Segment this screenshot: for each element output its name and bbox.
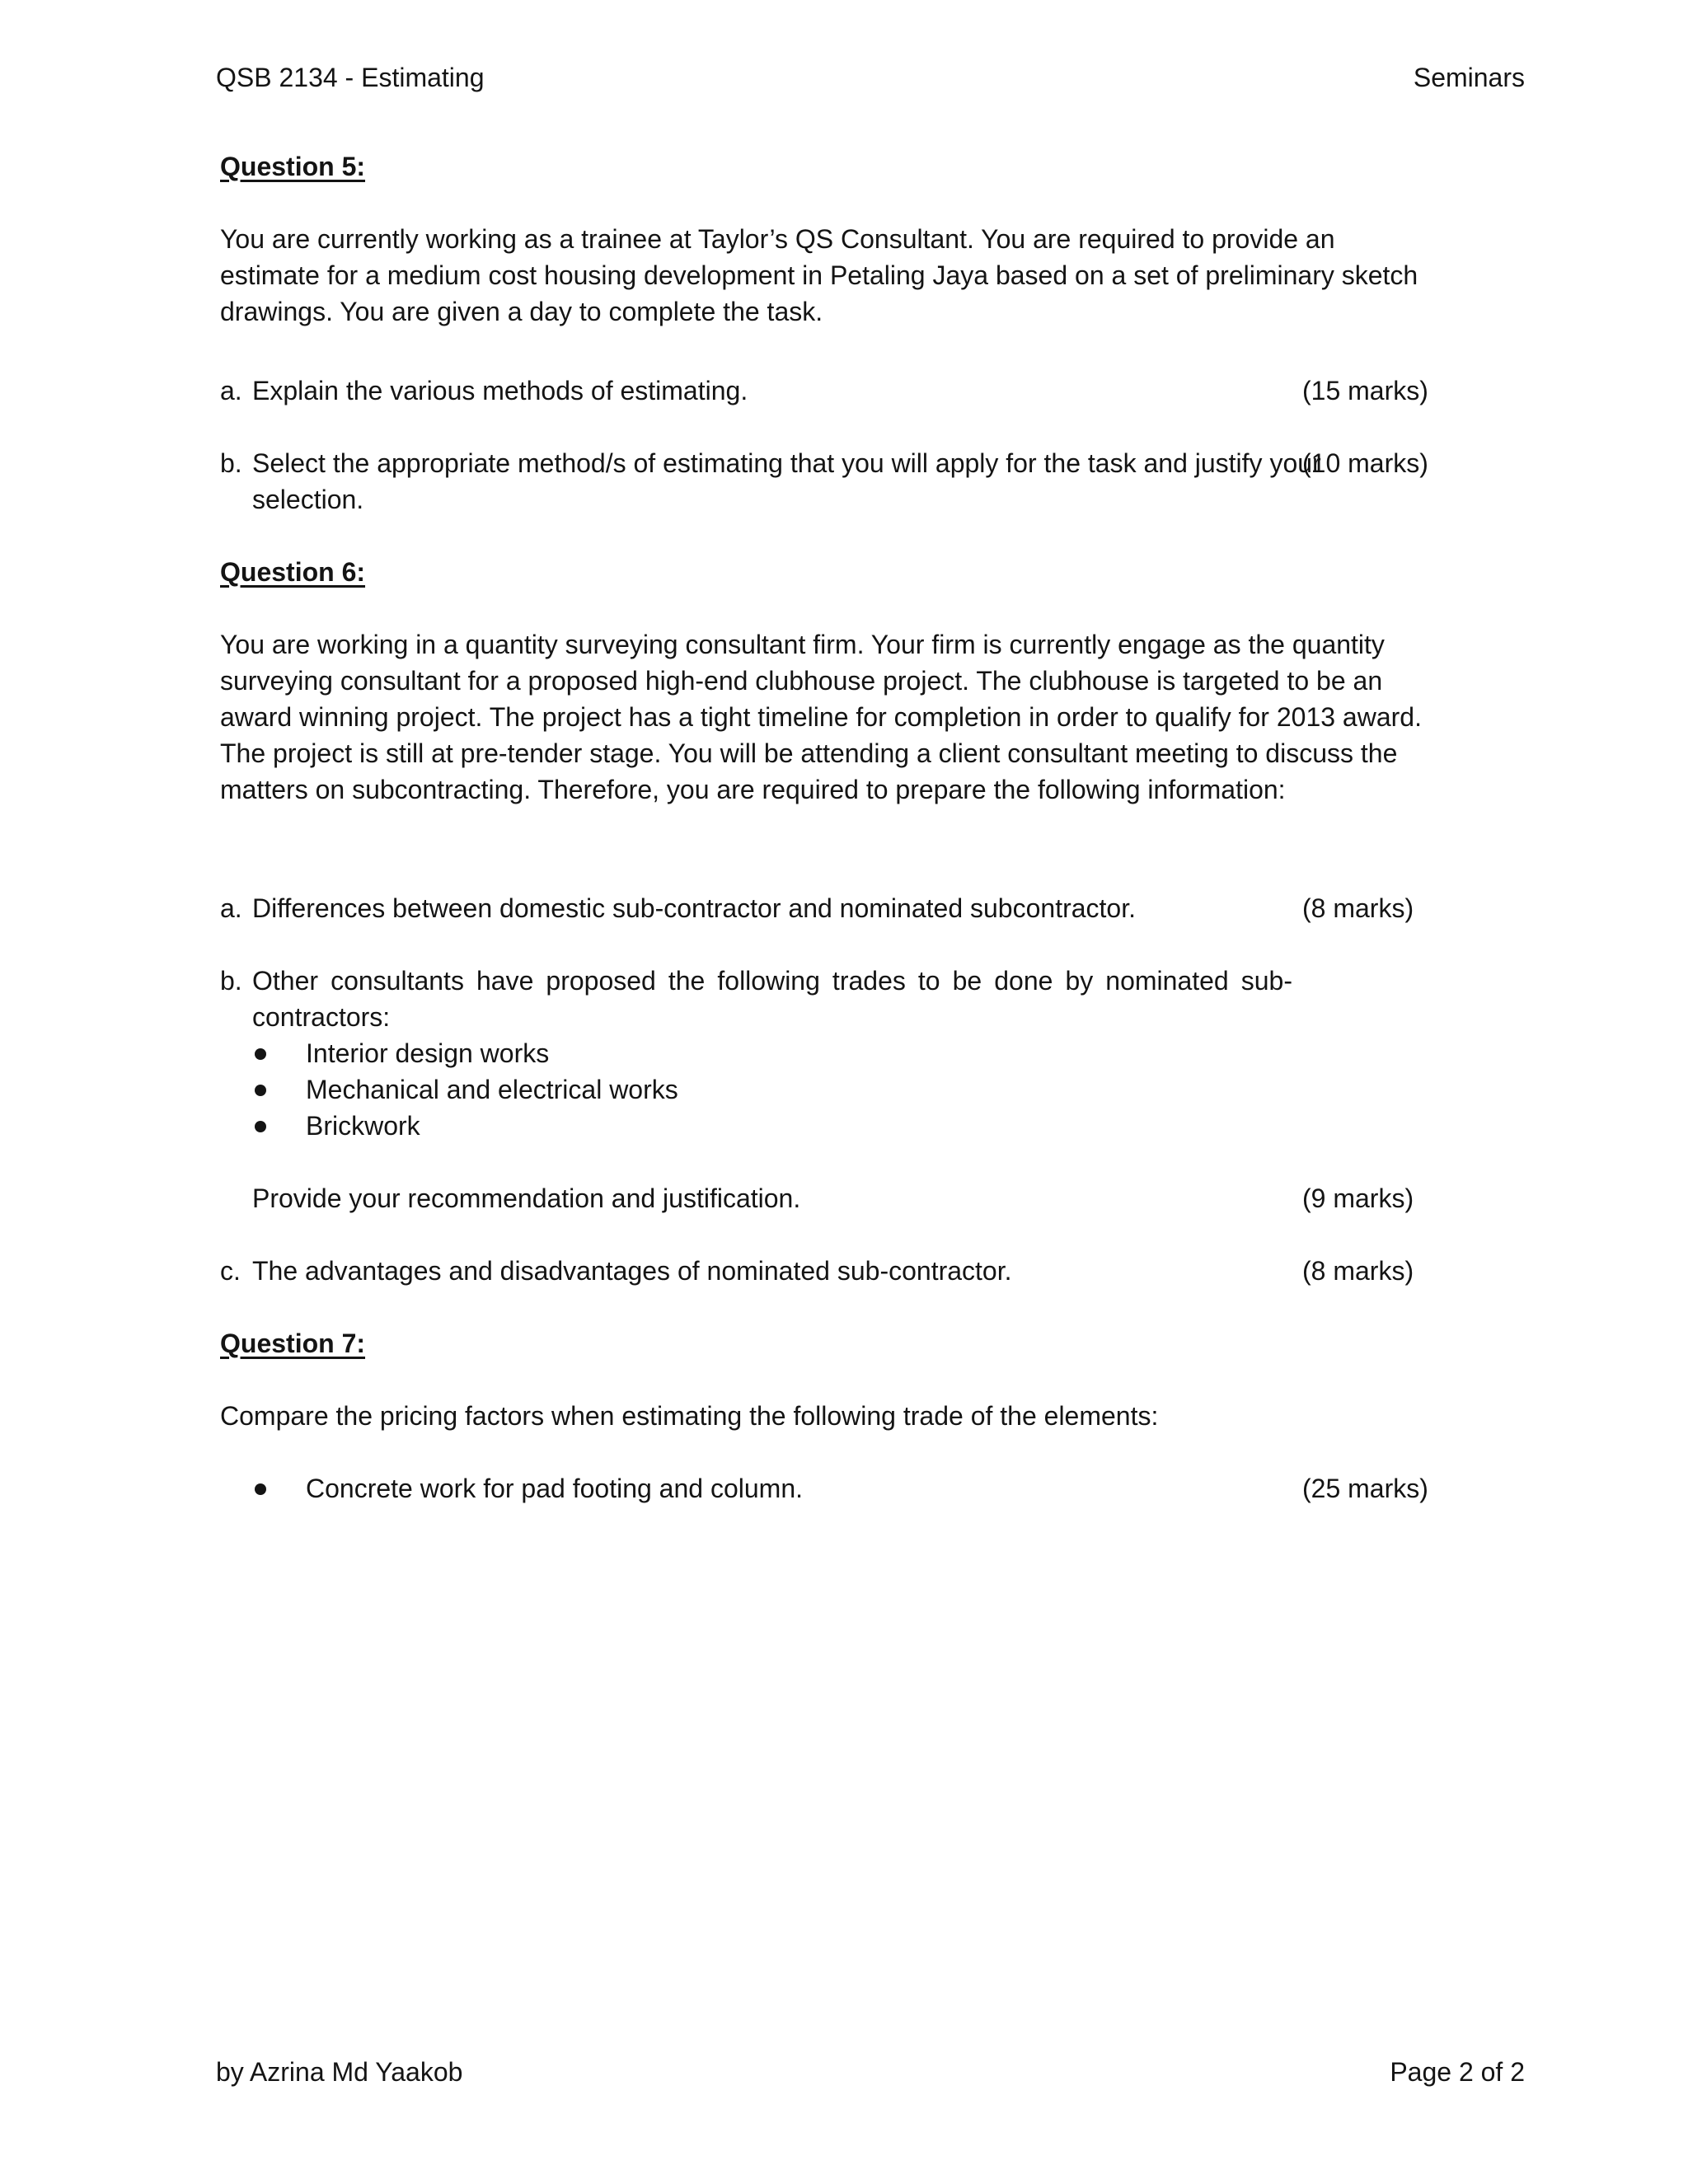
q5-b-marks: (10 marks) [1302, 448, 1428, 478]
question-7-title: Question 7: [220, 1329, 366, 1358]
q5-b-line1: Select the appropriate method/s of estimating that you will apply for the task and justify your [252, 448, 1321, 478]
trade-item: Brickwork [306, 1111, 420, 1141]
q5-a-text: Explain the various methods of estimating. [252, 376, 748, 405]
header-section: Seminars [1413, 63, 1525, 92]
q5-b-label: b. [220, 448, 242, 478]
q6-b-line1: Other consultants have proposed the following trades to be done by nominated sub- [252, 966, 1292, 996]
q5-a-marks: (15 marks) [1302, 376, 1428, 405]
q6-a-label: a. [220, 893, 242, 923]
q5-b-line2: selection. [252, 485, 364, 514]
q6-c-label: c. [220, 1256, 241, 1286]
bullet-icon [255, 1048, 266, 1060]
bullet-icon [255, 1121, 266, 1132]
q6-c-marks: (8 marks) [1302, 1256, 1414, 1286]
q7-item: Concrete work for pad footing and column. [306, 1474, 803, 1503]
trade-item: Mechanical and electrical works [306, 1075, 678, 1104]
q6-a-marks: (8 marks) [1302, 893, 1414, 923]
question-5-intro: You are currently working as a trainee at Taylor’s QS Consultant. You are required to provide an estimate for a medium cost housing development in Petaling Jaya based on a set of preliminary sketch drawings. You are given a day to complete the task. [220, 224, 1418, 326]
q6-a-text: Differences between domestic sub-contractor and nominated subcontractor. [252, 893, 1136, 923]
q6-b-follow: Provide your recommendation and justification. [252, 1183, 801, 1213]
header-course: QSB 2134 - Estimating [216, 63, 485, 92]
footer-page-number: Page 2 of 2 [1390, 2057, 1525, 2087]
question-6-title: Question 6: [220, 557, 366, 587]
bullet-icon [255, 1085, 266, 1096]
question-6-intro: You are working in a quantity surveying consultant firm. Your firm is currently engage as the quantity surveying consultant for a proposed high-end clubhouse project. The clubhouse is targeted to be an award winning project. The project has a tight timeline for completion in order to qualify for 2013 award. The project is still at pre-tender stage. You will be attending a client consultant meeting to discuss the matters on subcontracting. Therefore, you are required to prepare the following information: [220, 630, 1422, 804]
q7-marks: (25 marks) [1302, 1474, 1428, 1503]
question-5-title: Question 5: [220, 152, 366, 181]
q6-b-label: b. [220, 966, 242, 996]
bullet-icon [255, 1483, 266, 1495]
trade-item: Interior design works [306, 1038, 550, 1068]
footer-author: by Azrina Md Yaakob [216, 2057, 463, 2087]
q5-a-label: a. [220, 376, 242, 405]
q6-b-line2: contractors: [252, 1002, 391, 1032]
q6-b-marks: (9 marks) [1302, 1183, 1414, 1213]
question-7-intro: Compare the pricing factors when estimating the following trade of the elements: [220, 1401, 1159, 1431]
q6-c-text: The advantages and disadvantages of nominated sub-contractor. [252, 1256, 1012, 1286]
